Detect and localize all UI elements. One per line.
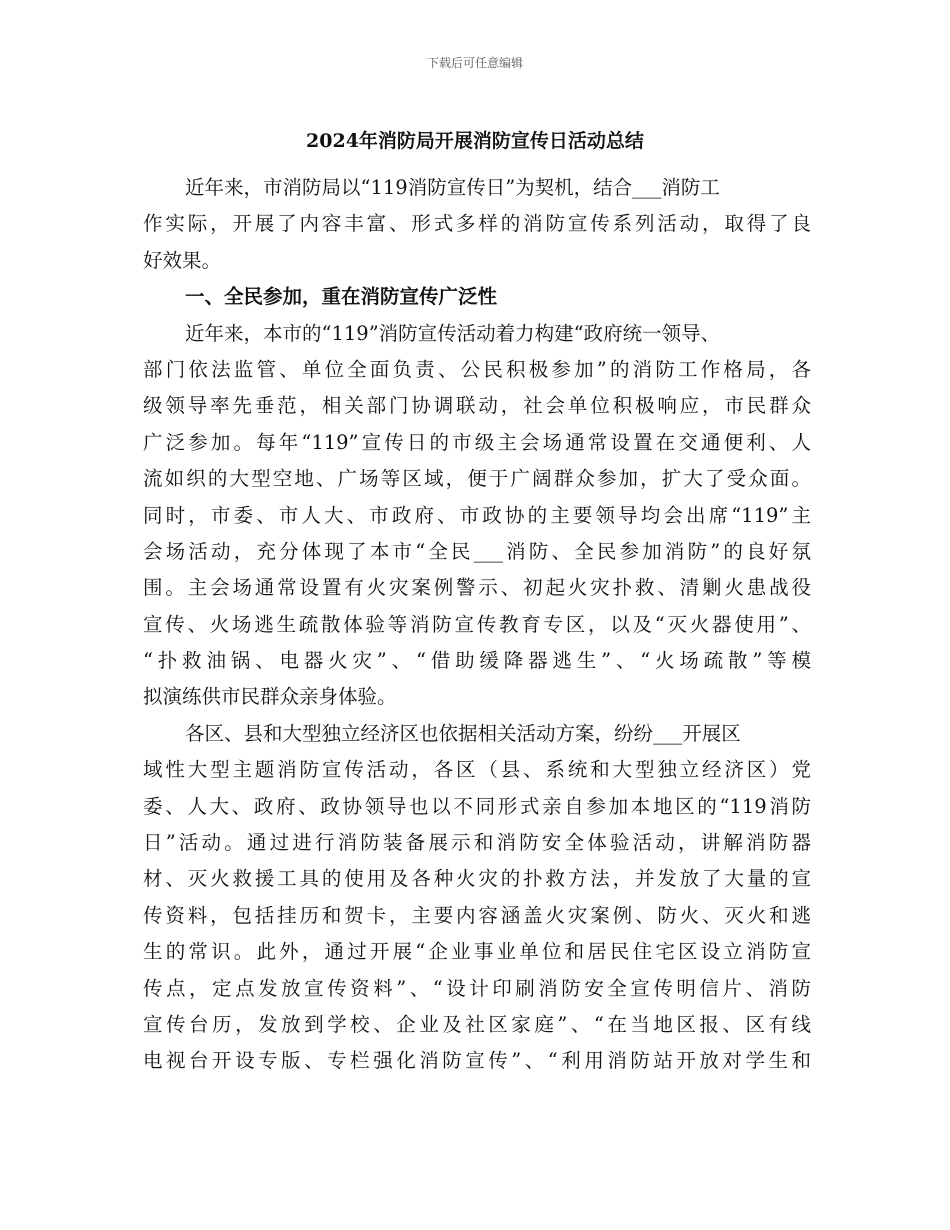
paragraph-line: 围。主会场通常设置有火灾案例警示、初起火灾扑救、清剿火患战役 [143,576,811,600]
paragraph-line: 部门依法监管、单位全面负责、公民积极参加”的消防工作格局，各 [143,357,811,381]
paragraph-line: 广泛参加。每年“119”宣传日的市级主会场通常设置在交通便利、人 [143,430,811,454]
paragraph-line: 宣传、火场逃生疏散体验等消防宣传教育专区，以及“灭火器使用”、 [143,612,811,636]
paragraph-line: 同时，市委、市人大、市政府、市政协的主要领导均会出席“119”主 [143,503,811,527]
paragraph-line: 传资料，包括挂历和贺卡，主要内容涵盖火灾案例、防火、灭火和逃 [143,903,811,927]
paragraph-line: 拟演练供市民群众亲身体验。 [143,685,397,709]
paragraph-line: “扑救油锅、电器火灾”、“借助缓降器逃生”、“火场疏散”等模 [143,649,811,673]
paragraph-line: 近年来，市消防局以“119消防宣传日”为契机，结合___消防工 [185,176,720,199]
document-title: 2024年消防局开展消防宣传日活动总结 [306,130,644,152]
paragraph-line: 好效果。 [143,248,222,272]
paragraph-line: 生的常识。此外，通过开展“企业事业单位和居民住宅区设立消防宣 [143,940,811,964]
page-header: 下载后可任意编辑 [426,56,523,70]
document-body [143,170,811,1080]
paragraph-line: 域性大型主题消防宣传活动，各区（县、系统和大型独立经济区）党 [143,758,811,782]
paragraph-line: 委、人大、政府、政协领导也以不同形式亲自参加本地区的“119消防 [143,794,811,818]
paragraph-line: 流如织的大型空地、广场等区域，便于广阔群众参加，扩大了受众面。 [143,467,811,491]
paragraph-line: 电视台开设专版、专栏强化消防宣传”、“利用消防站开放对学生和 [143,1049,811,1073]
paragraph-line: 材、灭火救援工具的使用及各种火灾的扑救方法，并发放了大量的宣 [143,867,811,891]
paragraph-line: 传点，定点发放宣传资料”、“设计印刷消防安全宣传明信片、消防 [143,976,811,1000]
paragraph-line: 会场活动，充分体现了本市“全民___消防、全民参加消防”的良好氛 [143,539,811,563]
paragraph-line: 级领导率先垂范，相关部门协调联动，社会单位积极响应，市民群众 [143,394,811,418]
section-heading: 一、全民参加，重在消防宣传广泛性 [185,285,498,309]
paragraph-line: 近年来，本市的“119”消防宣传活动着力构建“政府统一领导、 [185,321,721,345]
paragraph-line: 宣传台历，发放到学校、企业及社区家庭”、“在当地区报、区有线 [143,1012,811,1036]
paragraph-line: 各区、县和大型独立经济区也依据相关活动方案，纷纷___开展区 [185,721,741,745]
paragraph-line: 作实际，开展了内容丰富、形式多样的消防宣传系列活动，取得了良 [143,212,811,236]
paragraph-line: 日”活动。通过进行消防装备展示和消防安全体验活动，讲解消防器 [143,831,811,855]
